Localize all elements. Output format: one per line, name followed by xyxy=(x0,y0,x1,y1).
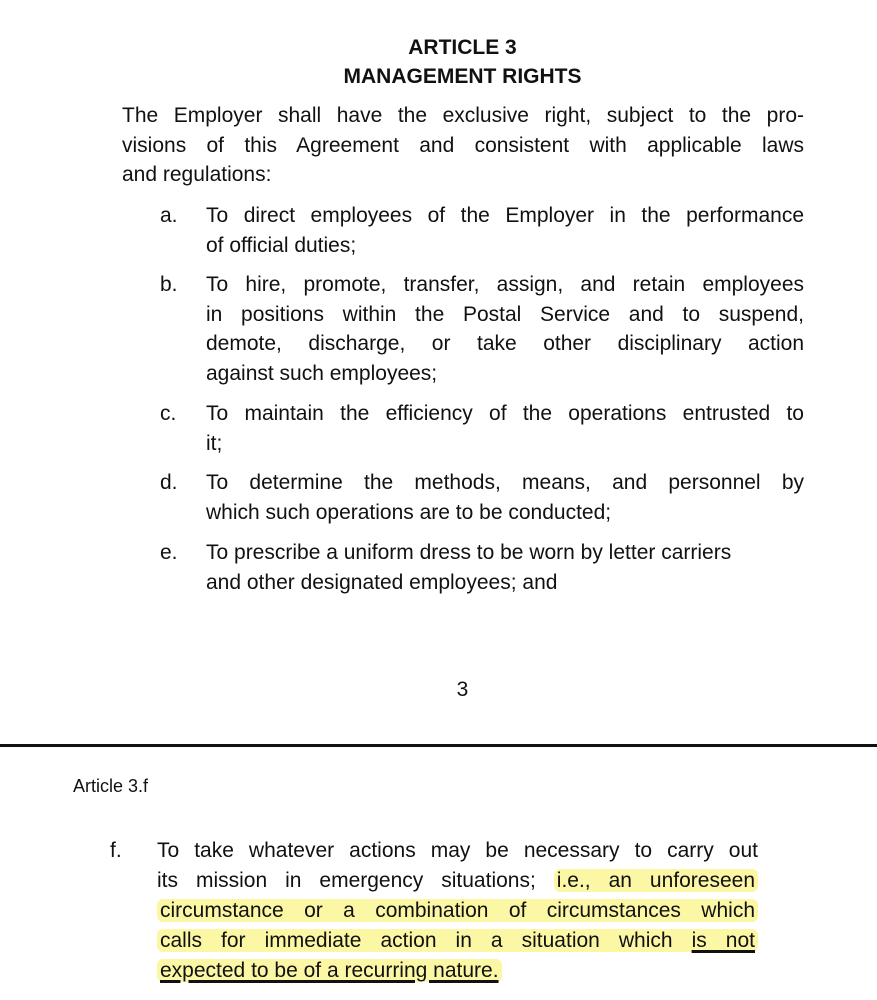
section-label: Article 3.f xyxy=(73,776,149,796)
list-item-line: of official duties; xyxy=(206,233,357,257)
underlined-text: is not xyxy=(691,929,755,952)
highlighted-text xyxy=(157,929,758,952)
intro-paragraph xyxy=(122,101,804,190)
list-item-line: To hire, promote, transfer, assign, and retain employees xyxy=(206,273,804,296)
list-item-line xyxy=(157,956,758,986)
highlighted-text: circumstance or a combination of circumstances which xyxy=(157,899,758,922)
list-item-letter: e. xyxy=(160,541,178,564)
list-item-d xyxy=(160,468,804,527)
list-item-letter: b. xyxy=(160,273,178,296)
list-item-line: against such employees; xyxy=(206,361,438,385)
intro-line: visions of this Agreement and consistent with applicable laws xyxy=(122,133,804,157)
highlighted-text: i.e., an unforeseen xyxy=(554,869,758,892)
highlighted-text xyxy=(157,959,502,982)
list-item-line: To determine the methods, means, and personnel by xyxy=(206,471,804,494)
list-item-line xyxy=(157,926,758,956)
underlined-text: expected to be of a recurring nature. xyxy=(160,959,499,982)
list-item-line: To prescribe a uniform dress to be worn by letter carriers xyxy=(206,541,732,564)
page-number: 3 xyxy=(456,678,469,701)
list-item-letter: f. xyxy=(110,839,122,862)
list-item-b xyxy=(160,270,804,388)
list-item-letter: d. xyxy=(160,471,178,494)
list-item-line: To maintain the efficiency of the operations entrusted to xyxy=(206,402,804,425)
list-item-line: in positions within the Postal Service and to suspend, xyxy=(206,302,804,326)
list-item-letter: a. xyxy=(160,204,178,227)
highlighted-segment: calls for immediate action in a situation which xyxy=(160,929,692,952)
list-item-letter: c. xyxy=(160,402,177,425)
article-title: ARTICLE 3 xyxy=(408,36,517,59)
list-item-e xyxy=(160,538,804,597)
list-item-f xyxy=(110,836,758,986)
intro-line: The Employer shall have the exclusive right, subject to the pro- xyxy=(122,104,804,127)
list-item-line: To direct employees of the Employer in the performance xyxy=(206,204,804,227)
article-subtitle: MANAGEMENT RIGHTS xyxy=(343,65,582,88)
list-item-line: which such operations are to be conducted; xyxy=(206,500,612,524)
list-item-a xyxy=(160,201,804,260)
list-item-line: it; xyxy=(206,431,223,455)
plain-text: its mission in emergency situations; xyxy=(157,869,554,892)
list-item-line xyxy=(157,866,758,896)
intro-line: and regulations: xyxy=(122,163,272,186)
list-item-line: and other designated employees; and xyxy=(206,570,558,594)
list-item-c xyxy=(160,399,804,458)
list-item-line: demote, discharge, or take other disciplinary action xyxy=(206,332,804,355)
list-item-line xyxy=(157,896,758,926)
page-divider xyxy=(0,744,877,747)
list-item-line: To take whatever actions may be necessary to carry out xyxy=(157,839,758,862)
